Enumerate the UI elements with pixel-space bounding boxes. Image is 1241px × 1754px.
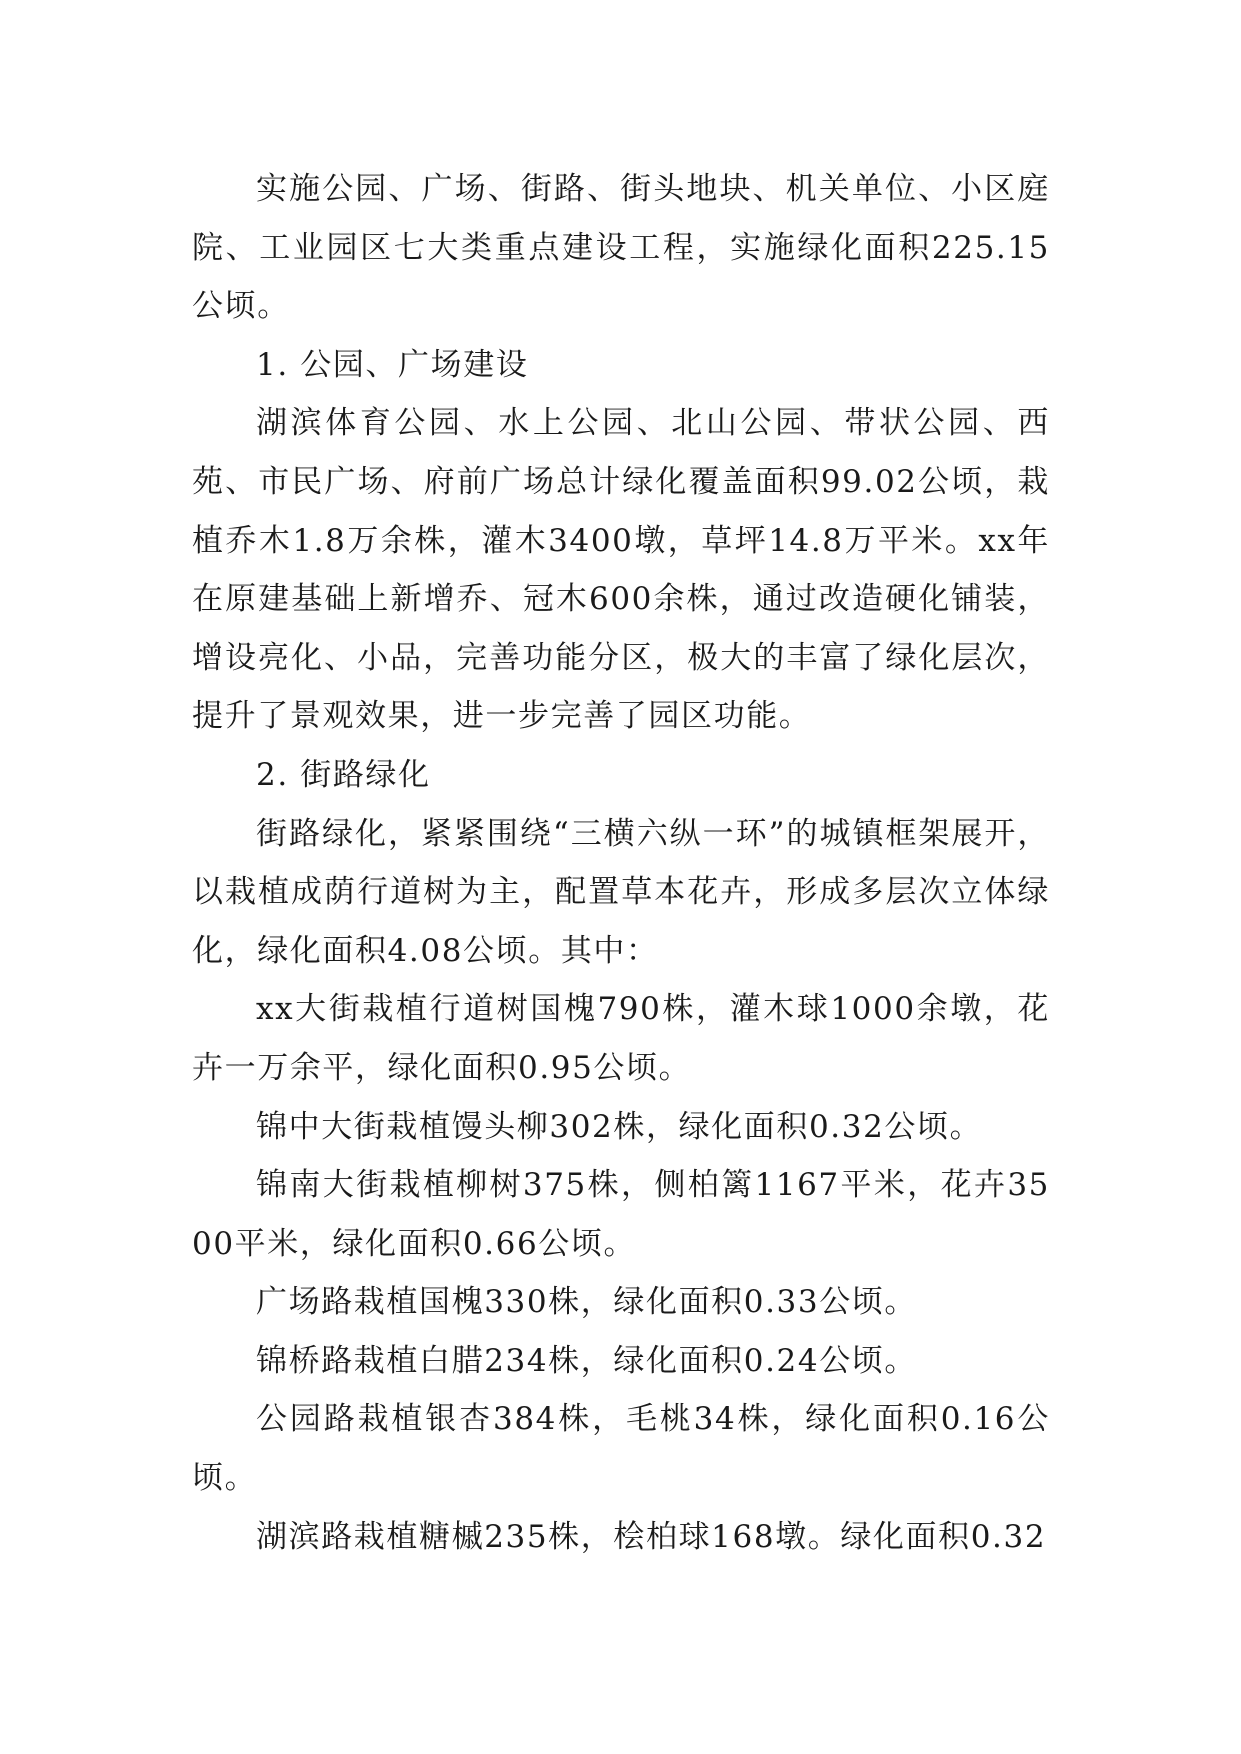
paragraph-jinnan-street: 锦南大街栽植柳树375株，侧柏篱1167平米，花卉3500平米，绿化面积0.66公顷。 bbox=[192, 1167, 1050, 1262]
paragraph-intro: 实施公园、广场、街路、街头地块、机关单位、小区庭院、工业园区七大类重点建设工程，实施绿化面积225.15公顷。 bbox=[192, 171, 1050, 325]
paragraph-xx-street: xx大街栽植行道树国槐790株，灌木球1000余墩，花卉一万余平，绿化面积0.95公顷。 bbox=[192, 991, 1050, 1086]
paragraph-parks: 湖滨体育公园、水上公园、北山公园、带状公园、西苑、市民广场、府前广场总计绿化覆盖面积99.02公顷，栽植乔木1.8万余株，灌木3400墩，草坪14.8万平米。xx年在原建基础上新增乔、冠木600余株，通过改造硬化铺装，增设亮化、小品，完善功能分区，极大的丰富了绿化层次，提升了景观效果，进一步完善了园区功能。 bbox=[192, 405, 1050, 735]
paragraph-guangchang-road: 广场路栽植国槐330株，绿化面积0.33公顷。 bbox=[256, 1284, 917, 1321]
heading-parks-squares: 1. 公园、广场建设 bbox=[256, 346, 529, 383]
document-body bbox=[192, 160, 1050, 1566]
heading-street-greening: 2. 街路绿化 bbox=[256, 756, 431, 793]
paragraph-jinzhong-street: 锦中大街栽植馒头柳302株，绿化面积0.32公顷。 bbox=[256, 1108, 983, 1145]
paragraph-jinqiao-road: 锦桥路栽植白腊234株，绿化面积0.24公顷。 bbox=[256, 1342, 917, 1379]
paragraph-hubin-road: 湖滨路栽植糖槭235株，桧柏球168墩。绿化面积0.32 bbox=[256, 1518, 1047, 1555]
paragraph-street-greening: 街路绿化，紧紧围绕“三横六纵一环”的城镇框架展开，以栽植成荫行道树为主，配置草本花卉，形成多层次立体绿化，绿化面积4.08公顷。其中： bbox=[192, 815, 1050, 969]
paragraph-gongyuan-road: 公园路栽植银杏384株，毛桃34株，绿化面积0.16公顷。 bbox=[192, 1401, 1050, 1497]
